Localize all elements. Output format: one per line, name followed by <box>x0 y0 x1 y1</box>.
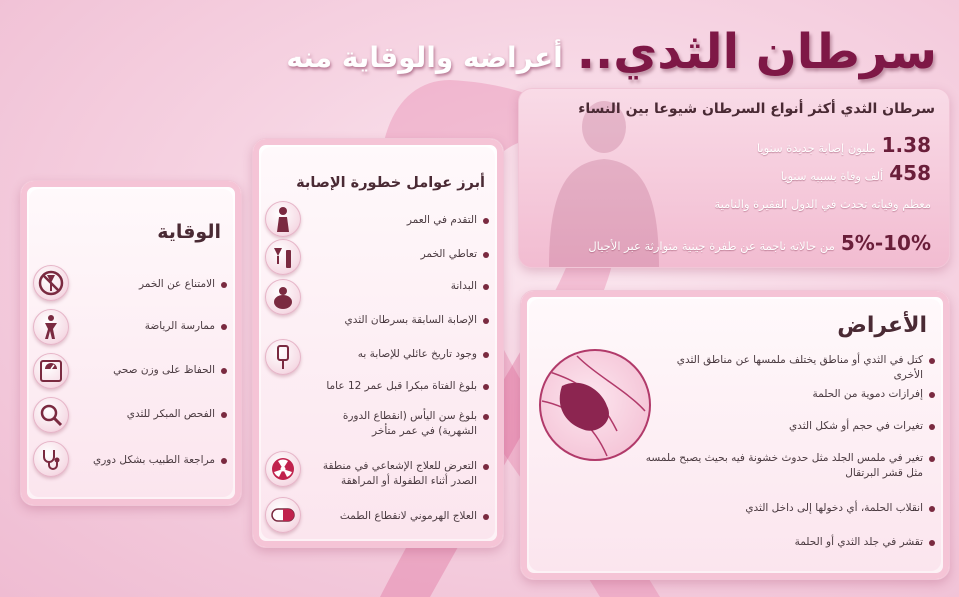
stethoscope-icon <box>33 441 69 477</box>
bullet-icon <box>929 506 935 512</box>
risk-item: العلاج الهرموني لانقطاع الطمث <box>309 509 489 524</box>
bullet-icon <box>929 424 935 430</box>
stat-row <box>757 133 931 157</box>
symptom-item: انقلاب الحلمة، أي دخولها إلى داخل الثدي <box>635 501 935 516</box>
stat-number: 458 <box>889 161 931 185</box>
bullet-icon <box>929 392 935 398</box>
prevention-item: الفحص المبكر للثدي <box>77 407 227 422</box>
symptoms-card <box>520 290 950 580</box>
page-title <box>286 6 937 80</box>
stat-text: مليون إصابة جديدة سنويا <box>756 141 876 155</box>
bullet-icon <box>221 368 227 374</box>
bullet-icon <box>483 352 489 358</box>
bullet-icon <box>483 414 489 420</box>
no-alcohol-icon <box>33 265 69 301</box>
bullet-icon <box>929 456 935 462</box>
symptoms-heading: الأعراض <box>837 313 927 338</box>
tumor-icon <box>539 351 649 461</box>
stat-number: 1.38 <box>881 133 931 157</box>
symptom-item: كتل في الثدي أو مناطق يختلف ملمسها عن مناطق الثدي الأخرى <box>655 353 935 383</box>
symptom-item: تغيرات في حجم أو شكل الثدي <box>655 419 935 434</box>
stats-heading: سرطان الثدي أكثر أنواع السرطان شيوعا بين النساء <box>578 101 935 117</box>
bullet-icon <box>221 412 227 418</box>
prevention-heading: الوقاية <box>157 221 221 243</box>
obesity-icon <box>265 279 301 315</box>
radiation-icon <box>265 451 301 487</box>
bullet-icon <box>929 540 935 546</box>
stat-row <box>588 231 931 255</box>
bullet-icon <box>483 218 489 224</box>
risk-item: وجود تاريخ عائلي للإصابة به <box>309 347 489 362</box>
alcohol-icon <box>265 239 301 275</box>
bullet-icon <box>483 284 489 290</box>
stat-text: من حالاته ناجمة عن طفرة جينية متوارثة عبر الأجيال <box>588 239 835 253</box>
prevention-card <box>20 180 242 506</box>
magnifier-icon <box>33 397 69 433</box>
risk-item: التقدم في العمر <box>309 213 489 228</box>
risk-item: بلوغ الفتاة مبكرا قبل عمر 12 عاما <box>309 379 489 394</box>
iv-drip-icon <box>265 339 301 375</box>
risk-item: التعرض للعلاج الإشعاعي في منطقة الصدر أثناء الطفولة أو المراهقة <box>309 459 489 489</box>
symptom-item: تقشر في جلد الثدي أو الحلمة <box>635 535 935 550</box>
stat-row <box>714 197 931 211</box>
prevention-item: مراجعة الطبيب بشكل دوري <box>77 453 227 468</box>
prevention-item: ممارسة الرياضة <box>77 319 227 334</box>
exercise-icon <box>33 309 69 345</box>
bullet-icon <box>929 358 935 364</box>
symptom-item: إفرازات دموية من الحلمة <box>655 387 935 402</box>
breast-illustration <box>539 349 651 461</box>
bullet-icon <box>483 252 489 258</box>
stat-number: 5%-10% <box>840 231 931 255</box>
bullet-icon <box>483 384 489 390</box>
bullet-icon <box>221 282 227 288</box>
stats-card <box>518 88 950 268</box>
prevention-item: الامتناع عن الخمر <box>77 277 227 292</box>
prevention-item: الحفاظ على وزن صحي <box>77 363 227 378</box>
risk-item: تعاطي الخمر <box>309 247 489 262</box>
stat-row <box>781 161 931 185</box>
bullet-icon <box>221 324 227 330</box>
symptom-item: تغير في ملمس الجلد مثل حدوث خشونة فيه بحيث يصبح ملمسه مثل قشر البرتقال <box>635 451 935 481</box>
scale-icon <box>33 353 69 389</box>
risk-item: بلوغ سن اليأس (انقطاع الدورة الشهرية) في عمر متأخر <box>309 409 489 439</box>
bullet-icon <box>483 514 489 520</box>
pill-icon <box>265 497 301 533</box>
risk-item: البدانة <box>309 279 489 294</box>
title-main: سرطان الثدي.. <box>576 24 937 80</box>
stat-text: معظم وفياته تحدث في الدول الفقيرة والنامية <box>714 197 931 211</box>
risk-item: الإصابة السابقة بسرطان الثدي <box>309 313 489 328</box>
stat-text: ألف وفاة بسببه سنويا <box>780 169 884 183</box>
risks-heading: أبرز عوامل خطورة الإصابة <box>296 175 485 191</box>
bullet-icon <box>483 318 489 324</box>
bullet-icon <box>483 464 489 470</box>
title-sub: أعراضه والوقاية منه <box>286 41 563 74</box>
bullet-icon <box>221 458 227 464</box>
elderly-icon <box>265 201 301 237</box>
risk-factors-card <box>252 138 504 548</box>
